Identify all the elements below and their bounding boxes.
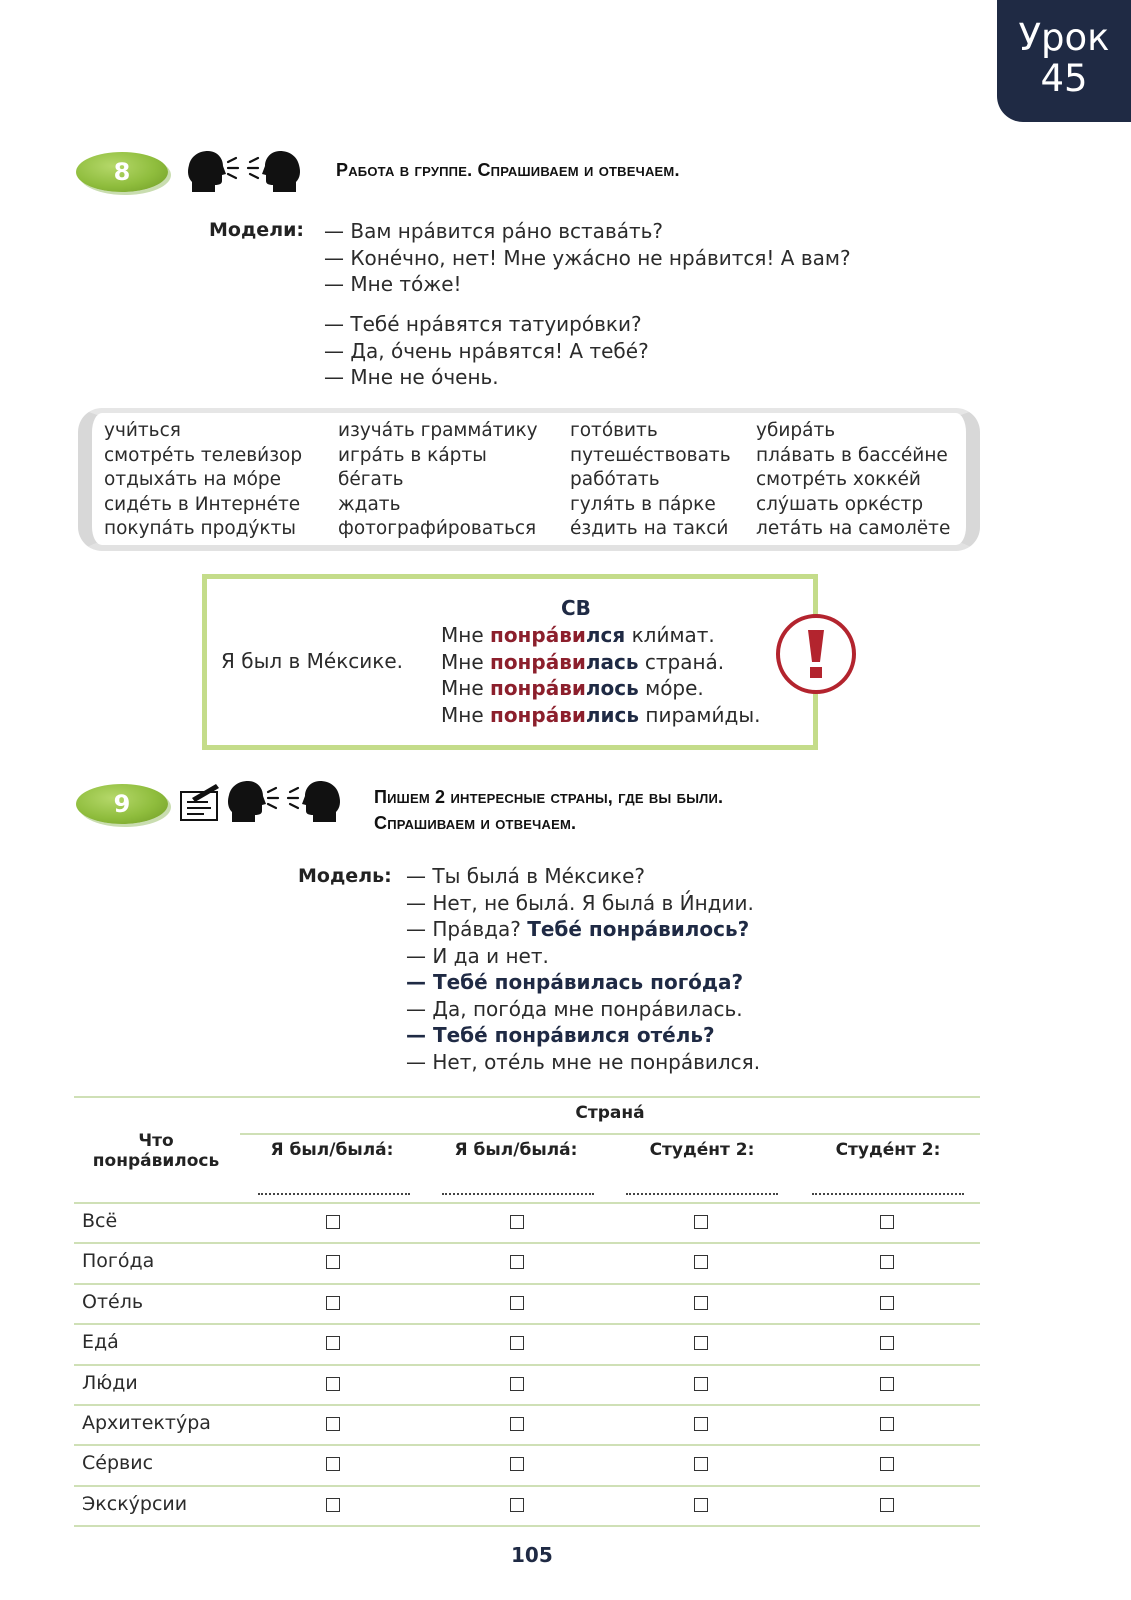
checkbox[interactable] [880, 1255, 894, 1269]
grammar-line: Мне понра́вилось мо́ре. [441, 676, 704, 700]
dialog-line: — Ты была́ в Ме́ксике? [406, 864, 646, 888]
verb-item: смотре́ть хокке́й [756, 469, 921, 490]
writing-icon [178, 780, 222, 824]
dialog-line: — Тебе́ нра́вятся татуиро́вки? [324, 312, 642, 336]
speaking-head-icon [286, 778, 342, 826]
verb-column-4 [756, 419, 950, 542]
model-label: Модель: [298, 865, 392, 887]
grammar-line: Мне понра́вились пирами́ды. [441, 702, 761, 727]
verb-item: гуля́ть в па́рке [570, 493, 716, 515]
dialog-line: — Тебе́ понра́вилась пого́да? [406, 970, 744, 994]
verb-column-1 [104, 419, 302, 542]
table-row-header: Что понра́вилось [92, 1131, 220, 1171]
verb-item: пла́вать в бассе́йне [756, 444, 948, 466]
grammar-left-sentence: Я был в Ме́ксике. [221, 649, 404, 673]
dialog-line: — Нет, не была́. Я была́ в И́ндии. [406, 890, 754, 915]
checkbox[interactable] [880, 1296, 894, 1310]
verb-item: гото́вить [570, 420, 658, 441]
checkbox[interactable] [510, 1255, 524, 1269]
verb-item: сиде́ть в Интерне́те [104, 493, 301, 515]
checkbox[interactable] [694, 1457, 708, 1471]
row-label: Экску́рсии [82, 1492, 188, 1515]
checkbox[interactable] [326, 1336, 340, 1350]
table-group-rule [240, 1133, 980, 1135]
verb-item: е́здить на такси́ [570, 518, 729, 539]
table-rule [74, 1404, 980, 1406]
verb-item: покупа́ть проду́кты [104, 518, 296, 539]
table-rule [74, 1202, 980, 1204]
table-rule [74, 1444, 980, 1446]
row-label: Оте́ль [82, 1290, 144, 1313]
verb-item: смотре́ть телеви́зор [104, 444, 303, 466]
verb-item: игра́ть в ка́рты [338, 444, 487, 466]
column-header: Студе́нт 2: [835, 1140, 941, 1160]
checkbox[interactable] [880, 1417, 894, 1431]
checkbox[interactable] [510, 1336, 524, 1350]
dialog-line: — Коне́чно, нет! Мне ужа́сно не нра́вится! А вам? [324, 245, 851, 270]
verb-column-3 [570, 419, 731, 542]
dialog-line: — Да, о́чень нра́вятся! А тебе́? [324, 338, 649, 363]
checkbox[interactable] [694, 1417, 708, 1431]
checkbox[interactable] [510, 1457, 524, 1471]
speaking-head-icon [246, 148, 302, 196]
table-top-rule [74, 1096, 980, 1098]
row-label: Еда́ [82, 1331, 119, 1354]
row-label: Пого́да [82, 1250, 155, 1273]
table-group-header: Страна́ [575, 1103, 645, 1123]
verb-item: ждать [338, 493, 401, 515]
checkbox[interactable] [326, 1498, 340, 1512]
verb-item: убира́ть [756, 420, 836, 441]
model-dialog-2 [324, 311, 649, 391]
checkbox[interactable] [326, 1417, 340, 1431]
verb-item: учи́ться [104, 420, 181, 441]
checkbox[interactable] [880, 1457, 894, 1471]
country-input-line[interactable] [258, 1193, 410, 1195]
model-dialog-1 [324, 218, 851, 298]
row-label: Се́рвис [82, 1452, 154, 1475]
models-label: Модели: [209, 219, 305, 241]
exercise-8-badge: 8 [76, 152, 168, 192]
table-rule [74, 1364, 980, 1366]
verb-item: путеше́ствовать [570, 444, 731, 466]
dialog-line: — И да и нет. [406, 943, 549, 968]
grammar-line: Мне понра́вился кли́мат. [441, 623, 715, 647]
checkbox[interactable] [880, 1498, 894, 1512]
checkbox[interactable] [694, 1336, 708, 1350]
verb-item: слу́шать орке́стр [756, 493, 924, 515]
country-input-line[interactable] [442, 1193, 594, 1195]
verb-column-2 [338, 419, 538, 542]
table-rule [74, 1485, 980, 1487]
verb-item: лета́ть на самолёте [756, 518, 951, 539]
verb-item: бе́гать [338, 469, 404, 490]
checkbox[interactable] [326, 1377, 340, 1391]
verb-item: рабо́тать [570, 469, 660, 490]
dialog-line: — Да, пого́да мне понра́вилась. [406, 996, 743, 1021]
dialog-line: — Нет, оте́ль мне не понра́вился. [406, 1049, 761, 1074]
checkbox[interactable] [694, 1296, 708, 1310]
checkbox[interactable] [510, 1296, 524, 1310]
checkbox[interactable] [510, 1417, 524, 1431]
table-rule [74, 1323, 980, 1325]
exercise-9-title: Пишем 2 интересные страны, где вы были. Спрашиваем и отвечаем. [374, 787, 724, 833]
exercise-8-title: Работа в группе. Спрашиваем и отвечаем. [336, 160, 680, 180]
lesson-word: Урок [1018, 16, 1110, 59]
grammar-line: Мне понра́вилась страна́. [441, 649, 725, 674]
lesson-tab [997, 0, 1131, 122]
checkbox[interactable] [510, 1215, 524, 1229]
checkbox[interactable] [694, 1215, 708, 1229]
checkbox[interactable] [326, 1215, 340, 1229]
model-dialog-9 [406, 863, 760, 1075]
table-rule [74, 1242, 980, 1244]
exercise-9-badge: 9 [76, 784, 168, 824]
country-input-line[interactable] [812, 1193, 964, 1195]
table-rule [74, 1283, 980, 1285]
row-label: Всё [82, 1210, 118, 1232]
checkbox[interactable] [326, 1255, 340, 1269]
row-label: Архитекту́ра [82, 1412, 211, 1434]
speaking-head-icon [186, 148, 242, 196]
exclamation-icon [776, 614, 856, 694]
dialog-line: — Вам нра́вится ра́но встава́ть? [324, 219, 664, 243]
table-rule [74, 1525, 980, 1527]
checkbox[interactable] [510, 1498, 524, 1512]
checkbox[interactable] [880, 1377, 894, 1391]
row-label: Лю́ди [82, 1371, 138, 1394]
grammar-header: СВ [561, 596, 591, 620]
verb-item: отдыха́ть на мо́ре [104, 469, 282, 490]
checkbox[interactable] [326, 1296, 340, 1310]
column-header: Студе́нт 2: [649, 1140, 755, 1160]
checkbox[interactable] [510, 1377, 524, 1391]
speaking-head-icon [226, 778, 282, 826]
checkbox[interactable] [694, 1255, 708, 1269]
dialog-line: — Тебе́ понра́вился оте́ль? [406, 1023, 715, 1047]
country-input-line[interactable] [626, 1193, 778, 1195]
verb-item: фотографи́роваться [338, 518, 537, 539]
verb-item: изуча́ть грамма́тику [338, 420, 538, 441]
checkbox[interactable] [694, 1377, 708, 1391]
lesson-number: 45 [1040, 57, 1088, 100]
column-header: Я был/была́: [454, 1140, 578, 1160]
checkbox[interactable] [326, 1457, 340, 1471]
checkbox[interactable] [880, 1336, 894, 1350]
dialog-line: — Мне не о́чень. [324, 365, 499, 389]
grammar-examples [441, 622, 760, 728]
checkbox[interactable] [880, 1215, 894, 1229]
page-number: 105 [511, 1543, 553, 1567]
dialog-line: — Мне то́же! [324, 272, 462, 296]
exercise-8-icons [186, 148, 302, 196]
column-header: Я был/была́: [270, 1140, 394, 1160]
exercise-9-icons [178, 778, 342, 826]
checkbox[interactable] [694, 1498, 708, 1512]
dialog-line: — Пра́вда? Тебе́ понра́вилось? [406, 917, 750, 941]
